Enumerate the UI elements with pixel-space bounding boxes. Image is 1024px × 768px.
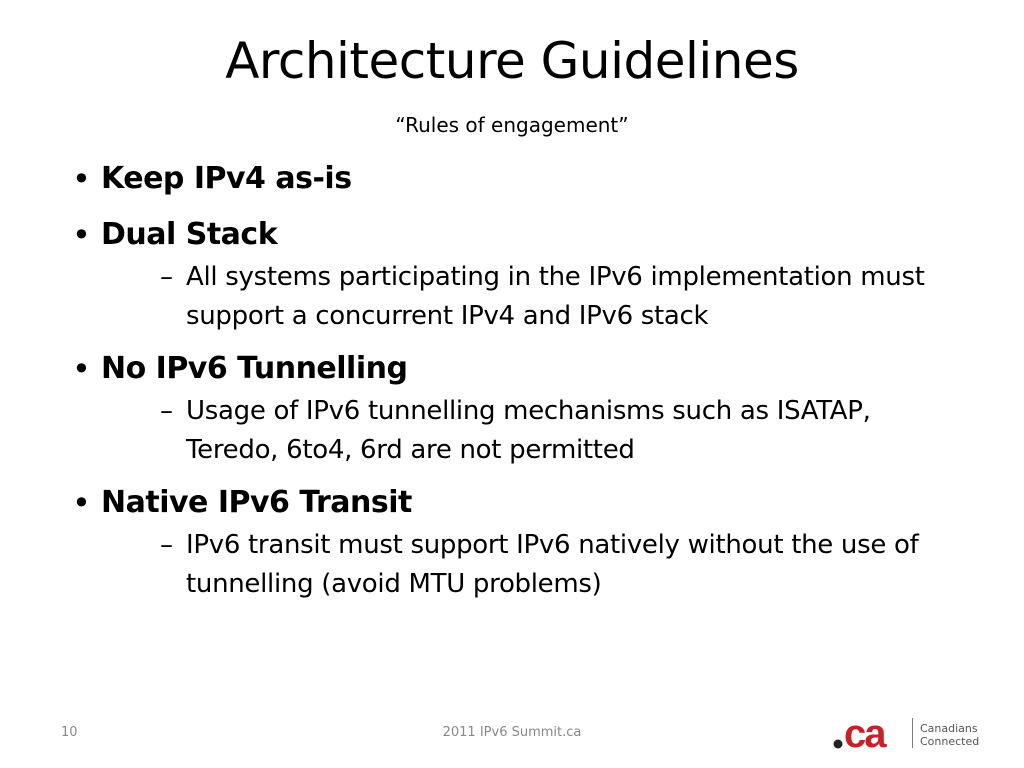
logo-line-1: Canadians (920, 722, 978, 735)
bullet-label: Native IPv6 Transit (101, 485, 412, 520)
ca-logo-mark-icon (832, 714, 906, 754)
bullet-label: Dual Stack (101, 217, 278, 252)
logo-dot-icon (834, 740, 843, 749)
bullet-item (60, 480, 960, 604)
bullet-dot-icon: • (72, 350, 91, 388)
bullet-label: Keep IPv4 as-is (101, 161, 352, 196)
bullet-list (60, 156, 960, 614)
sub-bullet-text: Usage of IPv6 tunnelling mechanisms such as ISATAP, Teredo, 6to4, 6rd are not permitted (186, 396, 871, 465)
sub-bullet-item (160, 392, 960, 470)
logo-line-2: Connected (920, 735, 980, 748)
dash-icon: – (160, 262, 173, 292)
bullet-item (60, 156, 960, 202)
sub-bullet-text: All systems participating in the IPv6 implementation must support a concurrent IPv4 and IPv6 stack (186, 262, 925, 331)
logo-divider (912, 718, 913, 748)
bullet-dot-icon: • (72, 160, 91, 198)
slide-title: Architecture Guidelines (225, 32, 799, 90)
dash-icon: – (160, 396, 173, 426)
bullet-dot-icon: • (72, 216, 91, 254)
bullet-label: No IPv6 Tunnelling (101, 351, 408, 386)
slide-subtitle: “Rules of engagement” (395, 113, 629, 137)
sub-bullet-item (160, 258, 960, 336)
slide-number: 10 (61, 725, 78, 740)
sub-bullet-item (160, 526, 960, 604)
sub-bullet-text: IPv6 transit must support IPv6 natively without the use of tunnelling (avoid MTU problems) (186, 530, 919, 599)
bullet-item (60, 346, 960, 470)
sub-bullet-list (146, 526, 960, 604)
logo-wordmark (920, 722, 979, 748)
bullet-dot-icon: • (72, 484, 91, 522)
footer-text: 2011 IPv6 Summit.ca (442, 725, 582, 740)
logo-ca-mark: ca (844, 714, 885, 754)
dash-icon: – (160, 530, 173, 560)
sub-bullet-list (146, 258, 960, 336)
sub-bullet-list (146, 392, 960, 470)
bullet-item (60, 212, 960, 336)
